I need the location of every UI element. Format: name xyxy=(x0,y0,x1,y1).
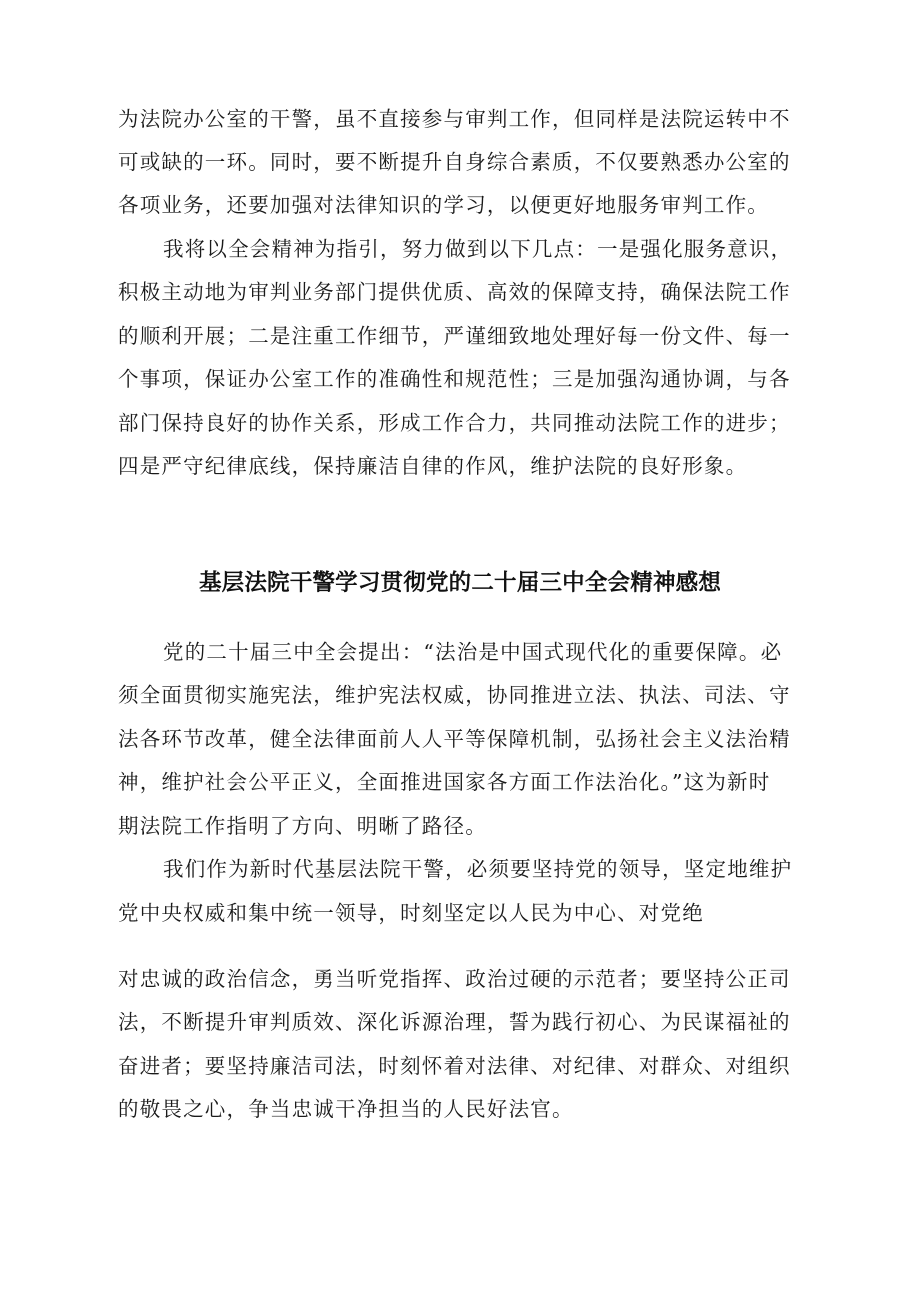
paragraph-line: 对忠诚的政治信念，勇当听党指挥、政治过硬的示范者；要坚持公正司 xyxy=(118,967,791,991)
paragraph-line: 神，维护社会公平正义，全面推进国家各方面工作法治化。”这为新时 xyxy=(118,770,771,794)
paragraph-line: 党中央权威和集中统一领导，时刻坚定以人民为中心、对党绝 xyxy=(118,901,704,925)
paragraph-line: 积极主动地为审判业务部门提供优质、高效的保障支持，确保法院工作 xyxy=(118,280,791,304)
article-title: 基层法院干警学习贯彻党的二十届三中全会精神感想 xyxy=(198,569,722,596)
paragraph-line: 各项业务，还要加强对法律知识的学习，以便更好地服务审判工作。 xyxy=(118,193,769,217)
paragraph-line: 部门保持良好的协作关系，形成工作合力，共同推动法院工作的进步； xyxy=(118,411,791,435)
paragraph-line: 法各环节改革，健全法律面前人人平等保障机制，弘扬社会主义法治精 xyxy=(118,727,791,751)
paragraph-line: 我们作为新时代基层法院干警，必须要坚持党的领导，坚定地维护 xyxy=(163,857,793,881)
paragraph-line: 个事项，保证办公室工作的准确性和规范性；三是加强沟通协调，与各 xyxy=(118,367,791,391)
paragraph-line: 党的二十届三中全会提出：“法治是中国式现代化的重要保障。必 xyxy=(163,640,783,664)
paragraph-line: 期法院工作指明了方向、明晰了路径。 xyxy=(118,814,487,838)
paragraph-line: 为法院办公室的干警，虽不直接参与审判工作，但同样是法院运转中不 xyxy=(118,107,791,131)
paragraph-line: 的顺利开展；二是注重工作细节，严谨细致地处理好每一份文件、每一 xyxy=(118,324,791,348)
paragraph-line: 奋进者；要坚持廉洁司法，时刻怀着对法律、对纪律、对群众、对组织 xyxy=(118,1054,791,1078)
paragraph-line: 的敬畏之心，争当忠诚干净担当的人民好法官。 xyxy=(118,1097,574,1121)
paragraph-line: 法，不断提升审判质效、深化诉源治理，誓为践行初心、为民谋福祉的 xyxy=(118,1010,791,1034)
paragraph-line: 可或缺的一环。同时，要不断提升自身综合素质，不仅要熟悉办公室的 xyxy=(118,150,791,174)
paragraph-line: 须全面贯彻实施宪法，维护宪法权威，协同推进立法、执法、司法、守 xyxy=(118,683,791,707)
paragraph-line: 我将以全会精神为指引，努力做到以下几点：一是强化服务意识， xyxy=(163,237,793,261)
paragraph-line: 四是严守纪律底线，保持廉洁自律的作风，维护法院的良好形象。 xyxy=(118,454,748,478)
